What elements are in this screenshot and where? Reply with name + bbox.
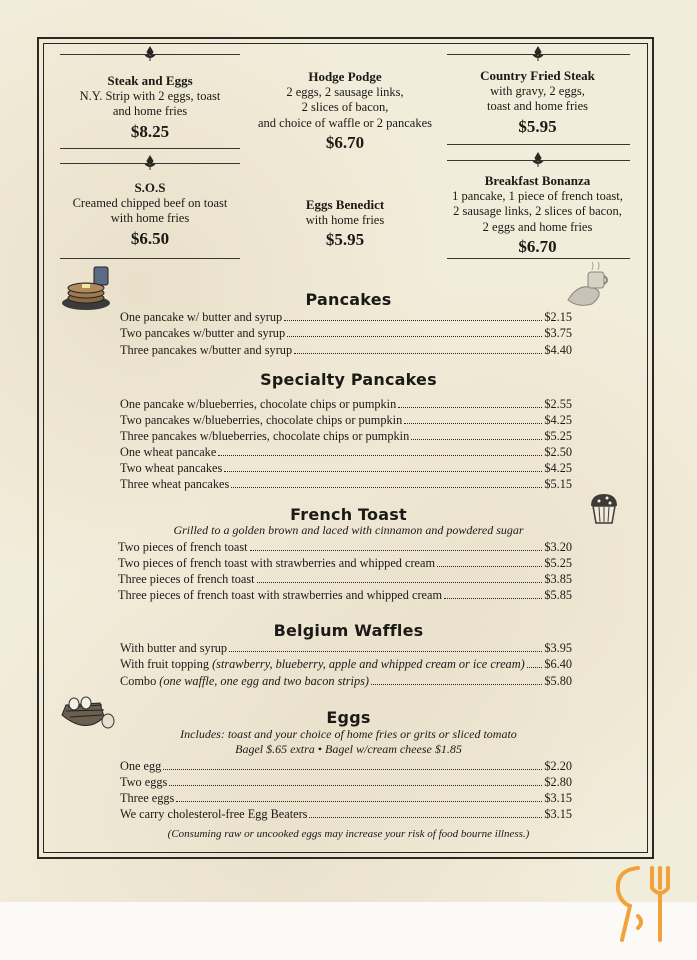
combo-name: Country Fried Steak: [480, 68, 595, 83]
menu-item: [120, 343, 572, 359]
leader-dots: [527, 657, 543, 668]
menu-item: [120, 641, 572, 657]
combo-price: $6.70: [518, 237, 557, 256]
item-price: $5.25: [544, 556, 572, 570]
combo-eggs-benedict: [245, 197, 445, 248]
item-price: $2.20: [544, 759, 572, 773]
menu-item: [120, 791, 572, 807]
combo-steak-and-eggs: [55, 73, 245, 139]
leader-dots: [371, 674, 542, 685]
leader-dots: [224, 461, 542, 472]
leader-dots: [309, 807, 542, 818]
item-label-detail: (one waffle, one egg and two bacon strips): [159, 674, 370, 688]
menu-item: [120, 759, 572, 775]
item-price: $3.95: [544, 641, 572, 655]
combo-price: $8.25: [130, 121, 170, 141]
combo-name: Eggs Benedict: [305, 197, 385, 212]
combo-desc: toast and home fries: [486, 99, 588, 113]
combo-desc: 2 slices of bacon,: [301, 100, 389, 114]
combo-price: $6.70: [325, 133, 365, 152]
item-label: Three pieces of french toast with strawberries and whipped cream: [118, 588, 443, 602]
leader-dots: [437, 556, 542, 567]
item-price: $3.15: [544, 791, 572, 805]
item-label: Two wheat pancakes: [120, 461, 223, 475]
item-label: Three eggs: [120, 791, 175, 805]
combo-desc: 2 sausage links, 2 slices of bacon,: [453, 204, 622, 218]
leader-dots: [169, 775, 542, 786]
leader-dots: [250, 540, 543, 551]
combo-desc: and choice of waffle or 2 pancakes: [258, 115, 432, 130]
item-label: Three pancakes w/blueberries, chocolate chips or pumpkin: [120, 429, 410, 443]
menu-item: [120, 397, 572, 413]
leader-dots: [176, 791, 542, 802]
menu-item: [120, 326, 572, 342]
menu-item: [120, 310, 572, 326]
item-price: $2.55: [544, 397, 572, 411]
fleuron-ornament-icon: [530, 152, 546, 168]
combo-desc: Creamed chipped beef on toast: [72, 195, 228, 210]
combo-sos: [55, 180, 245, 246]
item-price: $2.50: [544, 445, 572, 459]
fleuron-ornament-icon: [530, 46, 546, 62]
item-price: $5.85: [544, 588, 572, 602]
combo-desc: and home fries: [112, 104, 188, 118]
combo-name: Steak and Eggs: [107, 73, 193, 88]
leader-dots: [257, 572, 543, 583]
section-title-pancakes: Pancakes: [305, 290, 392, 309]
section-title-eggs: Eggs: [326, 708, 371, 727]
item-label: Two pancakes w/blueberries, chocolate chips or pumpkin: [120, 413, 403, 427]
menu-item: [120, 429, 572, 445]
item-label: We carry cholesterol-free Egg Beaters: [120, 807, 308, 821]
leader-dots: [404, 413, 542, 424]
item-label-detail: (strawberry, blueberry, apple and whipped cream or ice cream): [212, 657, 525, 671]
item-label: One egg: [120, 759, 162, 773]
combo-price: $5.95: [518, 116, 557, 136]
divider-rule: [60, 148, 240, 149]
section-subtitle: Bagel $.65 extra • Bagel w/cream cheese $1.85: [235, 742, 462, 756]
menu-item: [118, 572, 572, 588]
item-price: $4.40: [544, 343, 572, 357]
menu-item: [120, 477, 572, 493]
combo-price: $5.95: [325, 230, 365, 249]
leader-dots: [218, 445, 542, 456]
item-label: Two pieces of french toast with strawberries and whipped cream: [118, 556, 436, 570]
item-label: Two eggs: [120, 775, 168, 789]
item-label-text: Combo: [120, 674, 160, 688]
menu-item: [118, 556, 572, 572]
menu-item: [118, 588, 572, 604]
item-price: $3.75: [544, 326, 572, 340]
fleuron-ornament-icon: [142, 46, 158, 62]
item-price: $4.25: [544, 413, 572, 427]
item-price: $3.20: [544, 540, 572, 554]
leader-dots: [284, 310, 542, 321]
bottom-margin: [0, 902, 697, 960]
combo-desc: 1 pancake, 1 piece of french toast,: [452, 188, 623, 203]
item-label: One pancake w/ butter and syrup: [120, 310, 283, 324]
menu-item: [118, 540, 572, 556]
leader-dots: [287, 326, 542, 337]
section-title-specialty-pancakes: Specialty Pancakes: [260, 370, 437, 389]
menu-item: [120, 657, 572, 673]
item-label: Three pancakes w/butter and syrup: [120, 343, 293, 357]
health-warning-note: (Consuming raw or uncooked eggs may increase your risk of food bourne illness.): [167, 828, 530, 840]
item-price: $2.80: [544, 775, 572, 789]
leader-dots: [231, 477, 542, 488]
item-price: $5.25: [544, 429, 572, 443]
menu-item: [120, 807, 572, 823]
item-label: Two pancakes w/butter and syrup: [120, 326, 286, 340]
combo-desc: with gravy, 2 eggs,: [490, 83, 585, 98]
combo-desc: with home fries: [305, 212, 385, 227]
item-price: $6.40: [544, 657, 572, 671]
item-label: Two pieces of french toast: [118, 540, 248, 554]
combo-breakfast-bonanza: [440, 173, 635, 255]
item-price: $3.85: [544, 572, 572, 586]
item-label: Three wheat pancakes: [120, 477, 230, 491]
fleuron-ornament-icon: [142, 155, 158, 171]
section-subtitle: Grilled to a golden brown and laced with cinnamon and powdered sugar: [173, 523, 524, 537]
leader-dots: [294, 343, 542, 354]
leader-dots: [398, 397, 542, 408]
section-title-belgium-waffles: Belgium Waffles: [273, 621, 424, 640]
menu-item: [120, 674, 572, 690]
fork-spoon-logo-icon: [608, 866, 680, 944]
item-price: $3.15: [544, 807, 572, 821]
item-label: [120, 674, 369, 689]
item-price: $2.15: [544, 310, 572, 324]
menu-item: [120, 445, 572, 461]
leader-dots: [444, 588, 542, 599]
item-label: Three pieces of french toast: [118, 572, 255, 586]
combo-desc: 2 eggs, 2 sausage links,: [286, 84, 404, 99]
item-price: $5.15: [544, 477, 572, 491]
combo-desc: with home fries: [110, 211, 190, 225]
item-label: One wheat pancake: [120, 445, 217, 459]
leader-dots: [229, 641, 542, 652]
menu-item: [120, 413, 572, 429]
divider-rule: [447, 258, 630, 259]
combo-desc: 2 eggs and home fries: [482, 219, 593, 234]
divider-rule: [60, 258, 240, 259]
combo-name: Hodge Podge: [308, 69, 382, 84]
combo-country-fried-steak: [440, 68, 635, 134]
item-label: [120, 657, 525, 672]
section-title-french-toast: French Toast: [290, 505, 407, 524]
leader-dots: [163, 759, 542, 770]
divider-rule: [447, 144, 630, 145]
combo-desc: N.Y. Strip with 2 eggs, toast: [79, 88, 221, 103]
combo-name: Breakfast Bonanza: [484, 173, 591, 188]
combo-name: S.O.S: [134, 180, 166, 195]
menu-item: [120, 775, 572, 791]
section-subtitle: Includes: toast and your choice of home fries or grits or sliced tomato: [180, 727, 517, 741]
combo-price: $6.50: [130, 228, 170, 248]
item-label: With butter and syrup: [120, 641, 228, 655]
item-price: $5.80: [544, 674, 572, 688]
leader-dots: [411, 429, 542, 440]
item-price: $4.25: [544, 461, 572, 475]
menu-item: [120, 461, 572, 477]
item-label-text: With fruit topping: [120, 657, 213, 671]
combo-hodge-podge: [245, 69, 445, 151]
item-label: One pancake w/blueberries, chocolate chips or pumpkin: [120, 397, 397, 411]
